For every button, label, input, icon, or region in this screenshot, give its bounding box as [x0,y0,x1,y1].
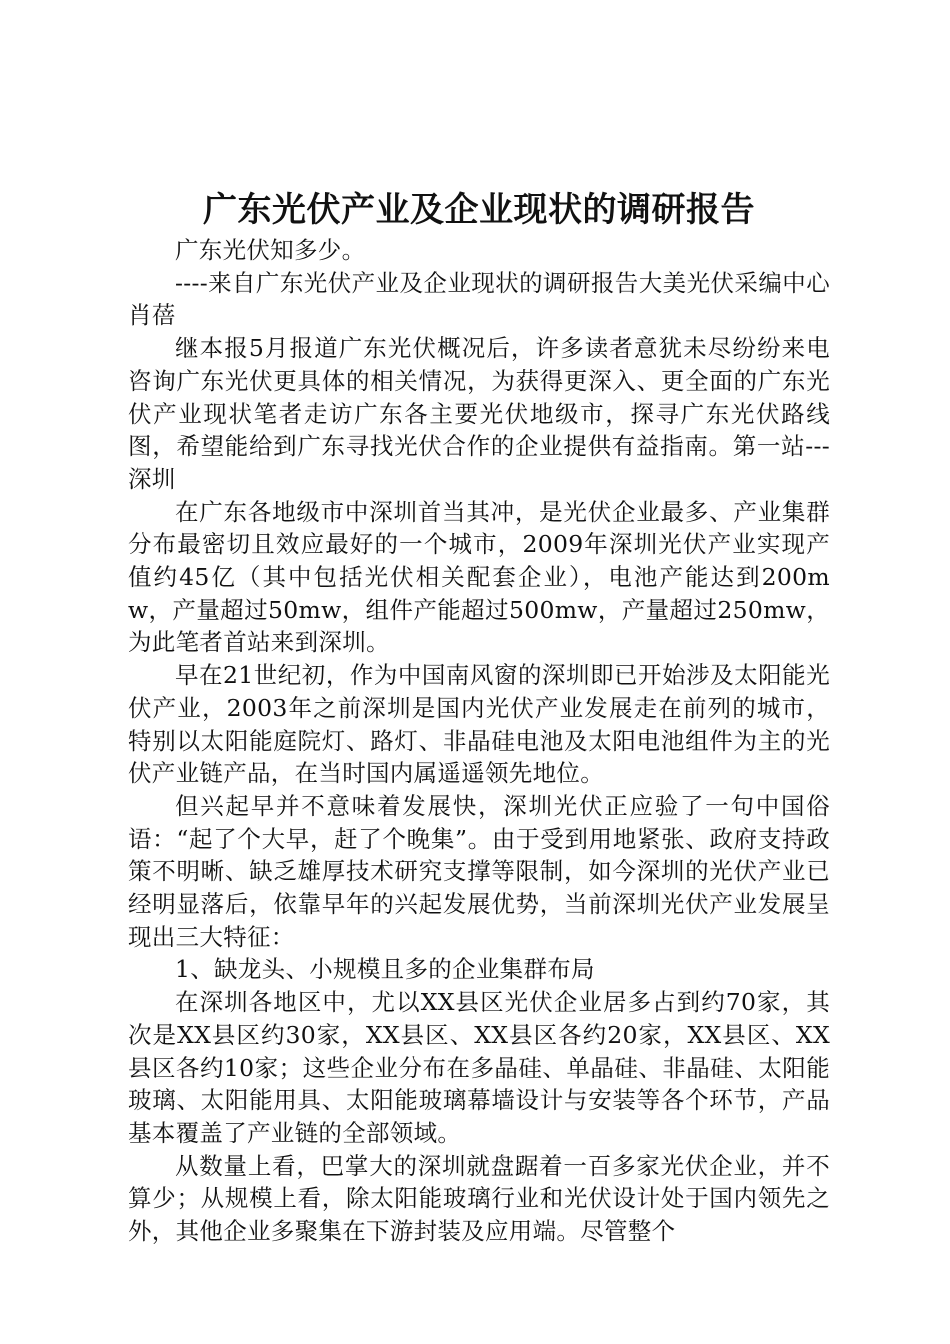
paragraph-features: 但兴起早并不意味着发展快，深圳光伏正应验了一句中国俗语：“起了个大早，赶了个晚集”。由于受到用地紧张、政府支持政策不明晰、缺乏雄厚技术研究支撑等限制，如今深圳的光伏产业已经明显落后，依靠早年的兴起发展优势，当前深圳光伏产业发展呈现出三大特征： [128,791,830,951]
paragraph-background: 继本报5月报道广东光伏概况后，许多读者意犹未尽纷纷来电咨询广东光伏更具体的相关情况，为获得更深入、更全面的广东光伏产业现状笔者走访广东各主要光伏地级市，探寻广东光伏路线图，希望能给到广东寻找光伏合作的企业提供有益指南。第一站---深圳 [128,334,830,493]
paragraph-distribution: 在深圳各地区中，尤以XX县区光伏企业居多占到约70家，其次是XX县区约30家，XX县区、XX县区各约20家，XX县区、XX县区各约10家；这些企业分布在多晶硅、单晶硅、非晶硅、太阳能玻璃、太阳能用具、太阳能玻璃幕墙设计与安装等各个环节，产品基本覆盖了产业链的全部领域。 [128,988,830,1147]
paragraph-history: 早在21世纪初，作为中国南风窗的深圳即已开始涉及太阳能光伏产业，2003年之前深圳是国内光伏产业发展走在前列的城市，特别以太阳能庭院灯、路灯、非晶硅电池及太阳电池组件为主的光伏产业链产品，在当时国内属遥遥领先地位。 [128,661,830,788]
paragraph-shenzhen-overview: 在广东各地级市中深圳首当其冲，是光伏企业最多、产业集群分布最密切且效应最好的一个城市，2009年深圳光伏产业实现产值约45亿（其中包括光伏相关配套企业），电池产能达到200mw，产量超过50mw，组件产能超过500mw，产量超过250mw，为此笔者首站来到深圳。 [128,497,830,657]
document-title: 广东光伏产业及企业现状的调研报告 [203,190,755,230]
section-heading-1: 1、缺龙头、小规模且多的企业集群布局 [175,955,595,984]
paragraph-byline: ----来自广东光伏产业及企业现状的调研报告大美光伏采编中心肖蓓 [128,268,830,330]
document-page [128,186,830,1248]
paragraph-scale: 从数量上看，巴掌大的深圳就盘踞着一百多家光伏企业，并不算少；从规模上看，除太阳能玻璃行业和光伏设计处于国内领先之外，其他企业多聚集在下游封装及应用端。尽管整个 [128,1151,830,1246]
paragraph-intro: 广东光伏知多少。 [175,236,366,264]
